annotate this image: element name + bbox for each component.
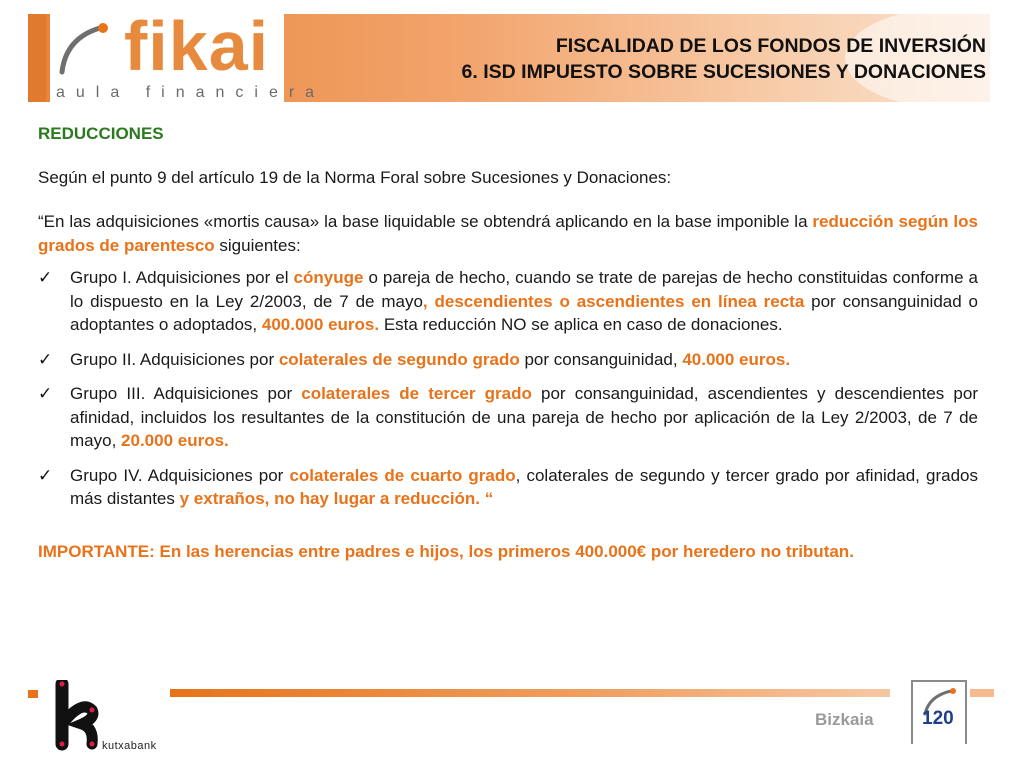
list-item (38, 348, 978, 372)
group-text: Esta reducción NO se aplica en caso de donaciones. (379, 315, 783, 334)
slide-content (38, 122, 978, 563)
intro-paragraph: Según el punto 9 del artículo 19 de la Norma Foral sobre Sucesiones y Donaciones: (38, 167, 672, 187)
group-highlight: 40.000 euros. (682, 349, 791, 369)
quote-paragraph (38, 210, 978, 257)
quote-text: “En las adquisiciones «mortis causa» la base liquidable se obtendrá aplicando en la base imponible la (38, 212, 813, 231)
group-highlight: 400.000 euros. (261, 315, 380, 334)
header-stripe (28, 14, 46, 102)
group-text: por consanguinidad, (519, 349, 683, 369)
group-text: Grupo I. Adquisiciones por el (70, 268, 294, 287)
footer-divider-end (970, 689, 994, 697)
group-highlight: colaterales de tercer grado (301, 384, 532, 403)
checkmark-icon: ✓ (38, 465, 53, 485)
group-highlight: cónyuge (293, 268, 364, 287)
group-highlight: 20.000 euros. (121, 431, 229, 450)
list-item (38, 266, 978, 337)
checkmark-icon: ✓ (38, 268, 53, 287)
important-note: IMPORTANTE: En las herencias entre padres e hijos, los primeros 400.000€ por heredero no tributan. (38, 541, 854, 561)
logo-subtitle: aula financiera (56, 84, 326, 101)
section-title: REDUCCIONES (38, 124, 164, 143)
group-text: Grupo II. Adquisiciones por (70, 349, 279, 369)
fikai-logo (50, 7, 326, 102)
fikai-swoosh-icon (56, 20, 112, 76)
group-text: Grupo III. Adquisiciones por (70, 384, 302, 403)
logo-wordmark: fikai (124, 7, 270, 85)
group-highlight: colaterales de segundo grado (278, 349, 520, 369)
title-line-1: FISCALIDAD DE LOS FONDOS DE INVERSIÓN (555, 35, 986, 57)
reduction-groups-list (38, 266, 978, 511)
checkmark-icon: ✓ (38, 349, 53, 369)
page-number: 120 (922, 708, 954, 729)
group-text: , colaterales de segundo y tercer grado por afinidad, grados más distantes (70, 465, 978, 508)
quote-highlight: reducción según los grados de parentesco (38, 212, 978, 255)
checkmark-icon: ✓ (38, 384, 53, 403)
footer-divider (170, 689, 890, 697)
group-text: o pareja de hecho, cuando se trate de parejas de hecho constituidas conforme a lo dispuesto en la Ley 2/2003, de 7 de mayo (70, 268, 979, 311)
group-text: por consanguinidad, ascendientes y descendientes por afinidad, incluidos los resultantes de la constitución de una pareja de hecho por aplicación de la Ley 2/2003, de 7 de mayo, (70, 384, 978, 450)
footer-marker (28, 690, 38, 698)
group-highlight: y extraños, no hay lugar a reducción. “ (179, 489, 494, 508)
list-item (38, 464, 978, 511)
region-label: Bizkaia (815, 710, 874, 729)
list-item (38, 382, 978, 453)
group-highlight: , descendientes o ascendientes en línea recta (422, 291, 805, 311)
group-text: Grupo IV. Adquisiciones por (70, 465, 290, 485)
group-highlight: colaterales de cuarto grado (289, 465, 516, 485)
page-title (462, 33, 986, 85)
group-text: por consanguinidad o adoptantes o adoptados, (70, 291, 979, 334)
title-line-2: 6. ISD IMPUESTO SOBRE SUCESIONES Y DONACIONES (461, 61, 986, 83)
kutxabank-wordmark: kutxabank (102, 740, 157, 752)
quote-text-end: siguientes: (214, 235, 301, 255)
